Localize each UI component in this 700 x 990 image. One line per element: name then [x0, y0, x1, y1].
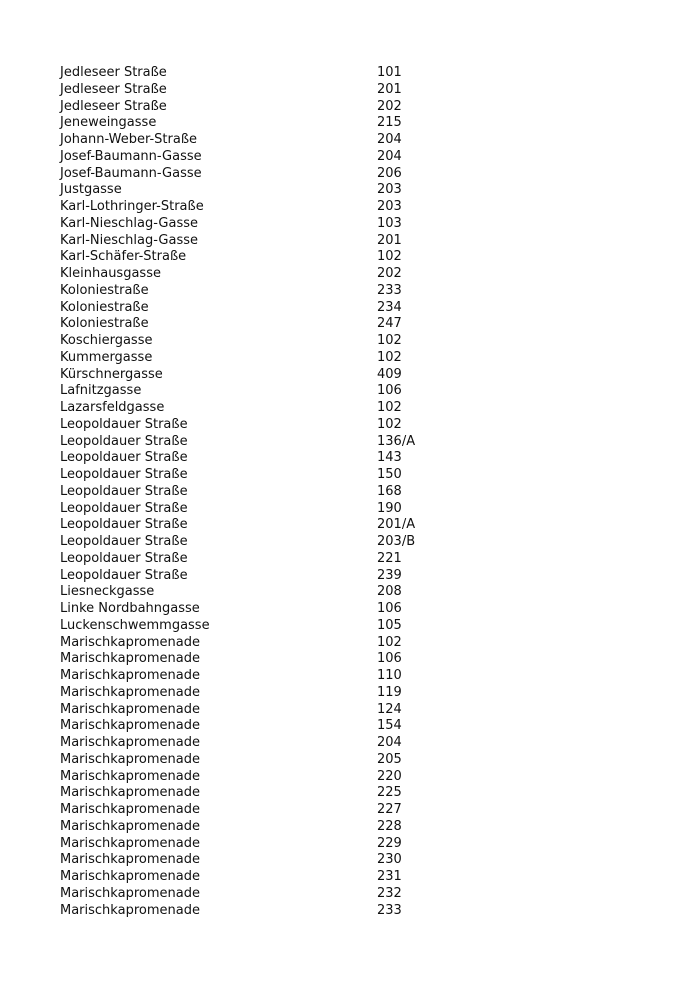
street-name: Liesneckgasse	[60, 584, 155, 600]
house-number: 220	[377, 768, 402, 784]
table-row	[60, 467, 420, 484]
street-name: Leopoldauer Straße	[60, 550, 188, 566]
house-number: 124	[377, 701, 402, 717]
house-number: 232	[377, 885, 402, 901]
house-number: 202	[377, 98, 402, 114]
table-row	[60, 903, 420, 920]
street-name: Koloniestraße	[60, 299, 149, 315]
street-name: Marischkapromenade	[60, 802, 200, 817]
street-name: Marischkapromenade	[60, 835, 200, 851]
table-row	[60, 886, 420, 903]
street-name: Marischkapromenade	[60, 684, 200, 700]
table-row	[60, 635, 420, 652]
table-row	[60, 852, 420, 869]
table-row	[60, 568, 420, 585]
house-number: 201	[377, 81, 402, 97]
street-name: Justgasse	[60, 182, 122, 198]
street-name: Luckenschwemmgasse	[60, 617, 210, 633]
table-row	[60, 367, 420, 384]
house-number: 239	[377, 567, 402, 583]
table-row	[60, 450, 420, 467]
house-number: 205	[377, 751, 402, 767]
house-number: 102	[377, 349, 402, 365]
table-row	[60, 802, 420, 819]
street-name: Leopoldauer Straße	[60, 517, 188, 533]
table-row	[60, 618, 420, 635]
house-number: 227	[377, 802, 402, 817]
house-number: 409	[377, 366, 402, 382]
house-number: 105	[377, 617, 402, 633]
house-number: 136/A	[377, 433, 416, 449]
table-row	[60, 752, 420, 769]
house-number: 221	[377, 550, 402, 566]
street-name: Marischkapromenade	[60, 751, 200, 767]
table-row	[60, 534, 420, 551]
table-row	[60, 702, 420, 719]
table-row	[60, 785, 420, 802]
street-name: Koschiergasse	[60, 333, 153, 348]
street-name: Linke Nordbahngasse	[60, 601, 200, 616]
table-row	[60, 216, 420, 233]
street-name: Jeneweingasse	[60, 115, 157, 131]
table-row	[60, 383, 420, 400]
street-name: Josef-Baumann-Gasse	[60, 148, 202, 164]
house-number: 106	[377, 383, 402, 399]
table-row	[60, 484, 420, 501]
table-row	[60, 551, 420, 568]
house-number: 233	[377, 902, 402, 918]
street-name: Lafnitzgasse	[60, 383, 142, 399]
street-name: Karl-Lothringer-Straße	[60, 199, 204, 214]
street-name: Marischkapromenade	[60, 651, 200, 667]
table-row	[60, 434, 420, 451]
house-number: 202	[377, 266, 402, 281]
house-number: 106	[377, 651, 402, 667]
street-name: Lazarsfeldgasse	[60, 400, 165, 415]
house-number: 150	[377, 467, 402, 482]
house-number: 204	[377, 148, 402, 164]
house-number: 102	[377, 333, 402, 348]
house-number: 110	[377, 668, 402, 683]
house-number: 201/A	[377, 517, 416, 533]
house-number: 102	[377, 249, 402, 265]
house-number: 233	[377, 282, 402, 298]
street-name: Jedleseer Straße	[60, 65, 167, 80]
house-number: 208	[377, 584, 402, 600]
house-number: 204	[377, 132, 402, 147]
house-number: 102	[377, 400, 402, 415]
street-name: Kummergasse	[60, 349, 153, 365]
house-number: 190	[377, 500, 402, 516]
house-number: 234	[377, 299, 402, 315]
table-row	[60, 300, 420, 317]
house-number: 201	[377, 232, 402, 248]
house-number: 203	[377, 199, 402, 214]
table-row	[60, 601, 420, 618]
street-name: Leopoldauer Straße	[60, 483, 188, 499]
street-name: Jedleseer Straße	[60, 81, 167, 97]
house-number: 154	[377, 718, 402, 734]
street-name: Leopoldauer Straße	[60, 500, 188, 516]
house-number: 102	[377, 416, 402, 432]
house-number: 228	[377, 818, 402, 834]
street-name: Marischkapromenade	[60, 885, 200, 901]
street-name: Karl-Nieschlag-Gasse	[60, 232, 198, 248]
house-number: 168	[377, 483, 402, 499]
table-row	[60, 517, 420, 534]
street-name: Marischkapromenade	[60, 852, 200, 868]
table-row	[60, 651, 420, 668]
table-row	[60, 249, 420, 266]
street-name: Leopoldauer Straße	[60, 433, 188, 449]
street-name: Marischkapromenade	[60, 818, 200, 834]
street-name: Jedleseer Straße	[60, 98, 167, 114]
house-number: 119	[377, 684, 402, 700]
table-row	[60, 501, 420, 518]
street-name: Marischkapromenade	[60, 785, 200, 801]
address-table	[60, 65, 420, 919]
street-name: Kleinhausgasse	[60, 266, 161, 281]
table-row	[60, 769, 420, 786]
table-row	[60, 199, 420, 216]
house-number: 204	[377, 735, 402, 750]
table-row	[60, 333, 420, 350]
table-row	[60, 718, 420, 735]
house-number: 225	[377, 785, 402, 801]
house-number: 106	[377, 601, 402, 616]
street-name: Marischkapromenade	[60, 718, 200, 734]
house-number: 247	[377, 316, 402, 332]
table-row	[60, 869, 420, 886]
street-name: Leopoldauer Straße	[60, 467, 188, 482]
table-row	[60, 266, 420, 283]
street-name: Marischkapromenade	[60, 902, 200, 918]
table-row	[60, 400, 420, 417]
street-name: Kürschnergasse	[60, 366, 163, 382]
table-row	[60, 316, 420, 333]
street-name: Marischkapromenade	[60, 768, 200, 784]
table-row	[60, 417, 420, 434]
table-row	[60, 82, 420, 99]
street-name: Leopoldauer Straße	[60, 567, 188, 583]
house-number: 206	[377, 165, 402, 181]
street-name: Josef-Baumann-Gasse	[60, 165, 202, 181]
street-name: Karl-Nieschlag-Gasse	[60, 215, 198, 231]
table-row	[60, 115, 420, 132]
table-row	[60, 99, 420, 116]
table-row	[60, 819, 420, 836]
house-number: 230	[377, 852, 402, 868]
table-row	[60, 182, 420, 199]
street-name: Marischkapromenade	[60, 634, 200, 650]
table-row	[60, 283, 420, 300]
street-name: Marischkapromenade	[60, 701, 200, 717]
house-number: 203	[377, 182, 402, 198]
house-number: 229	[377, 835, 402, 851]
house-number: 215	[377, 115, 402, 131]
table-row	[60, 233, 420, 250]
table-row	[60, 668, 420, 685]
house-number: 231	[377, 869, 402, 884]
street-name: Marischkapromenade	[60, 869, 200, 884]
house-number: 101	[377, 65, 402, 80]
house-number: 143	[377, 450, 402, 466]
street-name: Koloniestraße	[60, 282, 149, 298]
table-row	[60, 149, 420, 166]
table-row	[60, 350, 420, 367]
table-row	[60, 166, 420, 183]
street-name: Leopoldauer Straße	[60, 534, 188, 549]
street-name: Marischkapromenade	[60, 668, 200, 683]
table-row	[60, 735, 420, 752]
house-number: 203/B	[377, 534, 416, 549]
table-row	[60, 132, 420, 149]
street-name: Karl-Schäfer-Straße	[60, 249, 187, 265]
table-row	[60, 836, 420, 853]
street-name: Koloniestraße	[60, 316, 149, 332]
house-number: 102	[377, 634, 402, 650]
street-name: Leopoldauer Straße	[60, 416, 188, 432]
street-name: Marischkapromenade	[60, 735, 200, 750]
street-name: Leopoldauer Straße	[60, 450, 188, 466]
table-row	[60, 685, 420, 702]
table-row	[60, 584, 420, 601]
table-row	[60, 65, 420, 82]
street-name: Johann-Weber-Straße	[60, 132, 198, 147]
house-number: 103	[377, 215, 402, 231]
